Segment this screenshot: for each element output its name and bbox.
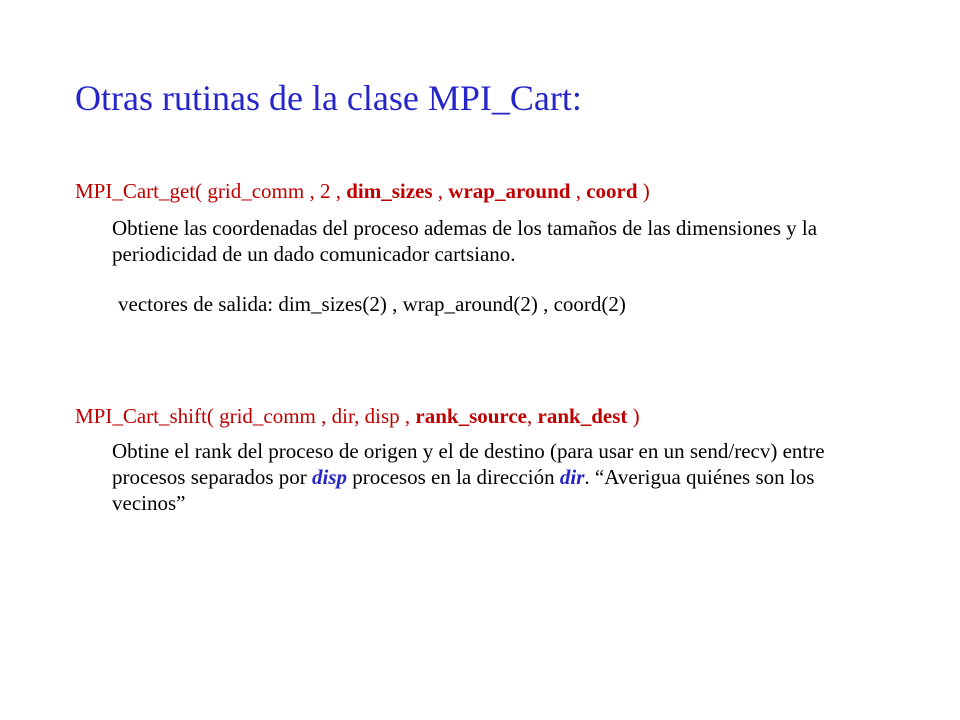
cart-get-output-vectors: vectores de salida: dim_sizes(2) , wrap_around(2) , coord(2) bbox=[118, 292, 626, 316]
cart-shift-prefix: MPI_Cart_shift( grid_comm , dir, disp , bbox=[75, 404, 416, 428]
cart-shift-description bbox=[112, 438, 872, 516]
cart-get-prefix: MPI_Cart_get( grid_comm , 2 , bbox=[75, 179, 347, 203]
cart-shift-signature bbox=[75, 403, 640, 429]
cart-shift-desc-disp: disp bbox=[312, 465, 348, 489]
cart-get-arg-wrap-around: wrap_around bbox=[448, 179, 571, 203]
cart-get-suffix: ) bbox=[637, 179, 650, 203]
cart-get-sep-1: , bbox=[432, 179, 449, 203]
cart-shift-desc-part-1: Obtine el rank del proceso de origen y el de destino (para usar en un send/recv) entre procesos separados por bbox=[112, 439, 825, 489]
cart-get-sep-2: , bbox=[570, 179, 587, 203]
cart-shift-desc-dir: dir bbox=[559, 465, 585, 489]
cart-get-signature bbox=[75, 178, 650, 204]
cart-shift-sep-1: , bbox=[527, 404, 538, 428]
cart-shift-arg-rank-dest: rank_dest bbox=[537, 404, 628, 428]
cart-shift-desc-part-2: procesos en la dirección bbox=[347, 465, 560, 489]
cart-get-description: Obtiene las coordenadas del proceso ademas de los tamaños de las dimensiones y la periodicidad de un dado comunicador cartsiano. bbox=[112, 216, 818, 266]
cart-shift-arg-rank-source: rank_source bbox=[415, 404, 528, 428]
cart-shift-desc-part-3: . “Averigua quiénes son los vecinos” bbox=[112, 465, 815, 515]
cart-shift-suffix: ) bbox=[627, 404, 640, 428]
slide-title: Otras rutinas de la clase MPI_Cart: bbox=[75, 78, 582, 118]
cart-get-arg-dim-sizes: dim_sizes bbox=[346, 179, 433, 203]
cart-get-arg-coord: coord bbox=[586, 179, 638, 203]
